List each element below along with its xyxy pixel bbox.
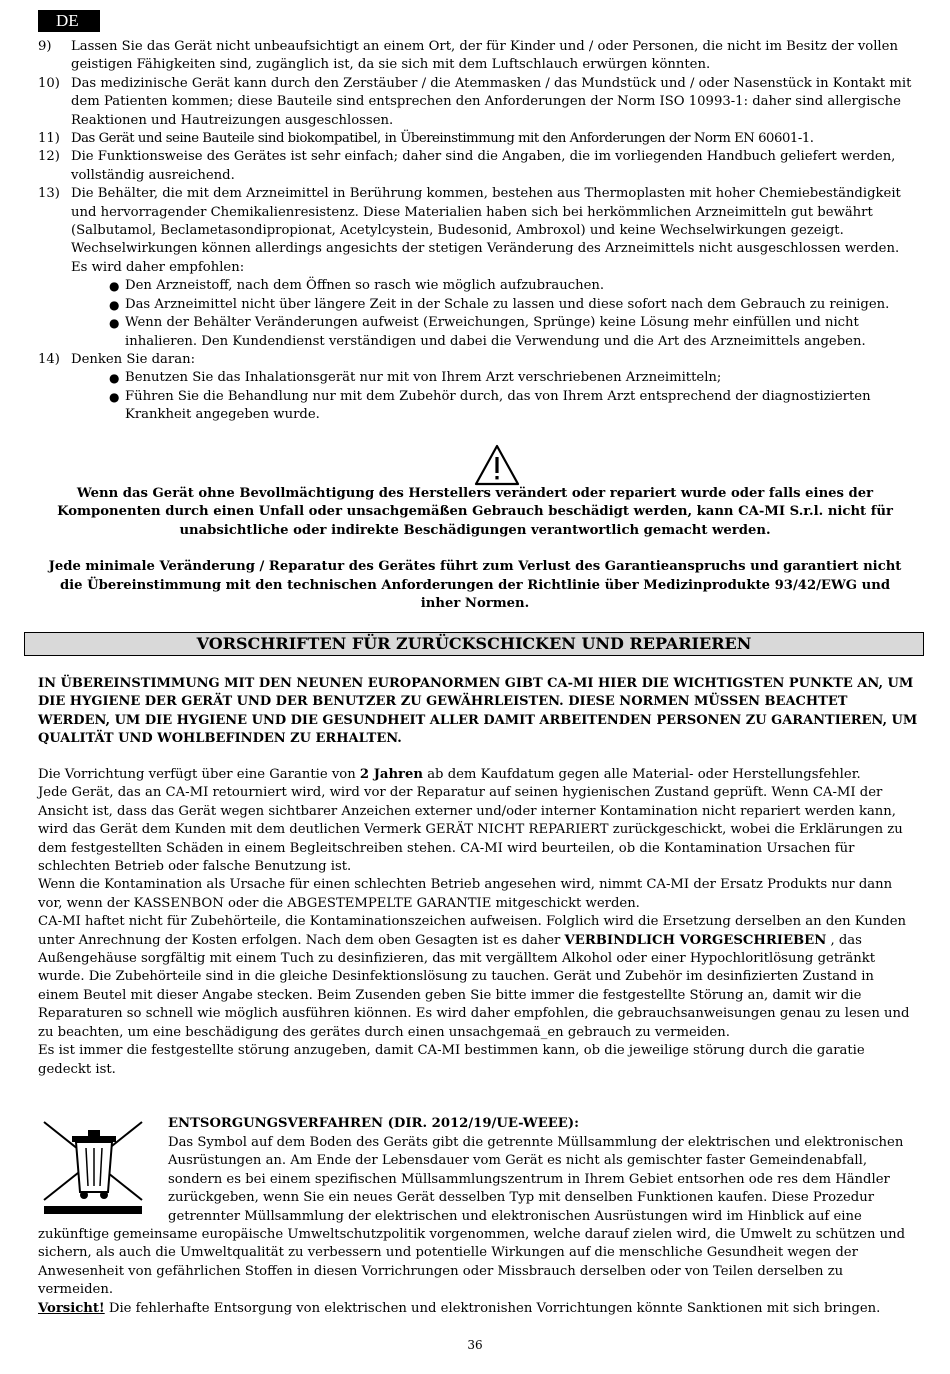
bullet-item [109, 296, 918, 314]
disposal-line: Das Symbol auf dem Boden des Geräts gibt die getrennte Müllsammlung der elektrischen und elektronischen [168, 1135, 904, 1150]
item-text [71, 185, 918, 351]
item-number: 14) [38, 351, 60, 367]
item-number: 13) [38, 186, 60, 202]
guarantee-text-end: ab dem Kaufdatum gegen alle Material- oder Herstellungsfehler. [423, 767, 861, 782]
item-text: Das Gerät und seine Bauteile sind biokompatibel, in Übereinstimmung mit den Anforderungen der Norm EN 60601-1. [71, 131, 814, 147]
accessories-text-end: , das Außengehäuse sorgfältig mit einem Tuch zu desinfizieren, das mit vergälltem Alkohol oder einer Hypochloritlösung getränkt wurde. Die Zubehörteile sind in die gleiche Desinfektionslösung zu tauchen. Gerät und Zubehör im desinfizierten Zustand in einem Beutel mit dieser Angabe stecken. Beim Zusenden geben Sie bitte immer die festgestellte Störung an, damit wir die Reparaturen so schnell wie möglich ausführen kiönnen. Es wird daher empfohlen, die gebrauchsanweisungen genau zu lesen und zu beachten, um eine beschädigung des gerätes durch einen unsachgemaä_en gebrauch zu vermeiden. [38, 932, 910, 1040]
numbered-list [38, 38, 918, 425]
section-title: VORSCHRIFTEN FÜR ZURÜCKSCHICKEN UND REPARIEREN [24, 632, 924, 656]
disposal-line: Ausrüstungen an. Am Ende der Lebensdauer vom Gerät es nicht als gemischter faster Gemeindenabfall, [168, 1153, 868, 1169]
mandatory-label: VERBINDLICH VORGESCHRIEBEN [564, 932, 827, 948]
fault-paragraph: Es ist immer die festgestellte störung anzugeben, damit CA-MI bestimmen kann, ob die jeweilige störung durch die garatie gedeckt ist. [38, 1043, 865, 1077]
contamination-paragraph: Wenn die Kontamination als Ursache für einen schlechten Betrieb angesehen wird, nimmt CA-MI der Ersatz Produkts nur dann vor, wenn der KASSENBON oder die ABGESTEMPELTE GARANTIE mitgeschickt werden. [38, 877, 893, 911]
language-tab: DE [38, 10, 100, 32]
bullet-icon: ● [109, 297, 120, 312]
bullet-text: Den Arzneistoff, nach dem Öffnen so rasch wie möglich aufzubrauchen. [125, 278, 605, 294]
guarantee-duration: 2 Jahren [359, 767, 423, 782]
bullet-item [109, 388, 918, 425]
bullet-icon: ● [109, 316, 120, 331]
bullet-list [109, 277, 918, 351]
item-number: 10) [38, 75, 60, 91]
item-text [71, 351, 918, 425]
warning-label: Vorsicht! [38, 1300, 105, 1316]
bullet-text: Benutzen Sie das Inhalationsgerät nur mit von Ihrem Arzt verschriebenen Arzneimitteln; [125, 370, 722, 386]
list-item [38, 148, 918, 185]
disposal-line: zurückgeben, wenn Sie ein neues Gerät desselben Typ mit denselben Funktionen kaufen. Diese Prozedur [168, 1190, 874, 1206]
bullet-item [109, 369, 918, 387]
disposal-warning [38, 1300, 918, 1318]
warning-triangle-icon [474, 444, 520, 486]
item-text: Die Funktionsweise des Gerätes ist sehr einfach; daher sind die Angaben, die im vorliegenden Handbuch geliefert werden, vollständig ausreichend. [71, 149, 896, 183]
item-number: 11) [38, 131, 60, 147]
disposal-text [38, 1134, 918, 1318]
disposal-title: ENTSORGUNGSVERFAHREN (DIR. 2012/19/UE-WEEE): [168, 1116, 579, 1131]
item-13-text: Die Behälter, die mit dem Arzneimittel in Berührung kommen, bestehen aus Thermoplasten mit hoher Chemiebeständigkeit und hervorragender Chemikalienresistenz. Diese Materialien haben sich bei herkömmlichen Arzneimitteln gut bewährt (Salbutamol, Beclametasondipropionat, Acetylcystein, Budesonid, Ambroxol) und keine Wechselwirkungen gezeigt. Wechselwirkungen können allerdings angesichts der stetigen Veränderung des Arzneimittels nicht ausgeschlossen werden. Es wird daher empfohlen: [71, 186, 901, 275]
disposal-paragraph: zukünftige gemeinsame europäische Umweltschutzpolitik vorgenommen, welche darauf zielen wird, die Umwelt zu schützen und sichern, als auch die Umweltqualität zu verbessern und potentielle Wirkungen auf die menschliche Gesundheit wegen der Anwesenheit von gefährlichen Stoffen in diesen Vorrichrungen oder Missbrauch derselben oder von Teilen derselben zu vermeiden. [38, 1227, 906, 1298]
bullet-list [109, 369, 918, 424]
accessories-text: CA-MI haftet nicht für Zubehörteile, die Kontaminationszeichen aufweisen. Folglich wird die Ersetzung derselben an den Kunden unter Anrechnung der Kosten erfolgen. Nach dem oben Gesagten ist es daher [38, 914, 907, 948]
bullet-text: Wenn der Behälter Veränderungen aufweist (Erweichungen, Sprünge) keine Lösung mehr einfüllen und nicht inhalieren. Den Kundendienst verständigen und dabei die Verwendung und die Art des Arzneimittels angeben. [125, 315, 866, 349]
item-text: Lassen Sie das Gerät nicht unbeaufsichtigt an einem Ort, der für Kinder und / oder Personen, die nicht im Besitz der vollen geistigen Fähigkeiten sind, zugänglich ist, da sie sich mit dem Luftschlauch erwürgen könnten. [71, 39, 898, 73]
page-number: 36 [467, 1338, 483, 1352]
bullet-text: Das Arzneimittel nicht über längere Zeit in der Schale zu lassen und diese sofort nach dem Gebrauch zu reinigen. [125, 296, 890, 312]
guarantee-text: Die Vorrichtung verfügt über eine Garantie von [38, 767, 360, 782]
accessories-paragraph [38, 913, 918, 1042]
disposal-line: getrennter Müllsammlung der elektrischen und elektronischen Ausrüstungen wird im Hinblick auf eine [168, 1208, 862, 1224]
warning-paragraph: Jede minimale Veränderung / Reparatur des Gerätes führt zum Verlust des Garantieanspruchs und garantiert nicht die Übereinstimmung mit den technischen Anforderungen der Richtlinie über Medizinprodukte 93/42/EWG und inher Normen. [48, 559, 902, 612]
warning-text-line: Die fehlerhafte Entsorgung von elektrischen und elektronishen Vorrichtungen könnte Sanktionen mit sich bringen. [104, 1300, 881, 1316]
item-number: 12) [38, 149, 60, 165]
return-repair-text [38, 766, 918, 1079]
list-item [38, 130, 918, 148]
bullet-item [109, 314, 918, 351]
list-item [38, 75, 918, 130]
warning-text [40, 485, 910, 613]
list-item [38, 185, 918, 351]
hygiene-notice: IN ÜBEREINSTIMMUNG MIT DEN NEUNEN EUROPANORMEN GIBT CA-MI HIER DIE WICHTIGSTEN PUNKTE AN, UM DIE HYGIENE DER GERÄT UND DER BENUTZER ZU GEWÄHRLEISTEN. DIESE NORMEN MÜSSEN BEACHTET WERDEN, UM DIE HYGIENE UND DIE GESUNDHEIT ALLER DAMIT ARBEITENDEN PERSONEN ZU GARANTIEREN, UM QUALITÄT UND WOHLBEFINDEN ZU ERHALTEN. [38, 676, 918, 747]
item-14-text: Denken Sie daran: [71, 351, 196, 367]
bullet-item [109, 277, 918, 295]
check-paragraph: Jede Gerät, das an CA-MI retourniert wird, wird vor der Reparatur auf seinen hygienischen Zustand geprüft. Wenn CA-MI der Ansicht ist, dass das Gerät wegen sichtbarer Anzeichen externer und/oder interner Kontamination nicht repariert werden kann, wird das Gerät dem Kunden mit dem deutlichen Vermerk GERÄT NICHT REPARIERT zurückgeschickt, wobei die Erklärungen zu dem festgestellten Schäden in einem Begleitschreiben stehen. CA-MI wird beurteilen, ob die Kontamination Ursachen für schlechten Betrieb oder falsche Benutzung ist. [38, 785, 903, 875]
bullet-icon: ● [109, 371, 120, 386]
warning-paragraph: Wenn das Gerät ohne Bevollmächtigung des Herstellers verändert oder repariert wurde oder falls eines der Komponenten durch einen Unfall oder unsachgemäßen Gebrauch beschädigt werden, kann CA-MI S.r.l. nicht für unabsichtliche oder indirekte Beschädigungen verantwortlich gemacht werden. [57, 486, 893, 538]
disposal-line: sondern es bei einem spezifischen Müllsammlungszentrum in Ihrem Gebiet entsorhen ode res dem Händler [168, 1171, 890, 1187]
list-item [38, 38, 918, 75]
bullet-icon: ● [109, 279, 120, 294]
guarantee-paragraph [38, 766, 918, 784]
item-number: 9) [38, 39, 52, 54]
bullet-icon: ● [109, 389, 120, 404]
item-text: Das medizinische Gerät kann durch den Zerstäuber / die Atemmasken / das Mundstück und / oder Nasenstück in Kontakt mit dem Patienten kommen; diese Bauteile sind entsprechen den Anforderungen der Norm ISO 10993-1: daher sind allergische Reaktionen und Hautreizungen ausgeschlossen. [71, 75, 912, 128]
bullet-text: Führen Sie die Behandlung nur mit dem Zubehör durch, das von Ihrem Arzt entsprechend der diagnostizierten Krankheit angegeben wurde. [125, 388, 871, 423]
list-item [38, 351, 918, 425]
